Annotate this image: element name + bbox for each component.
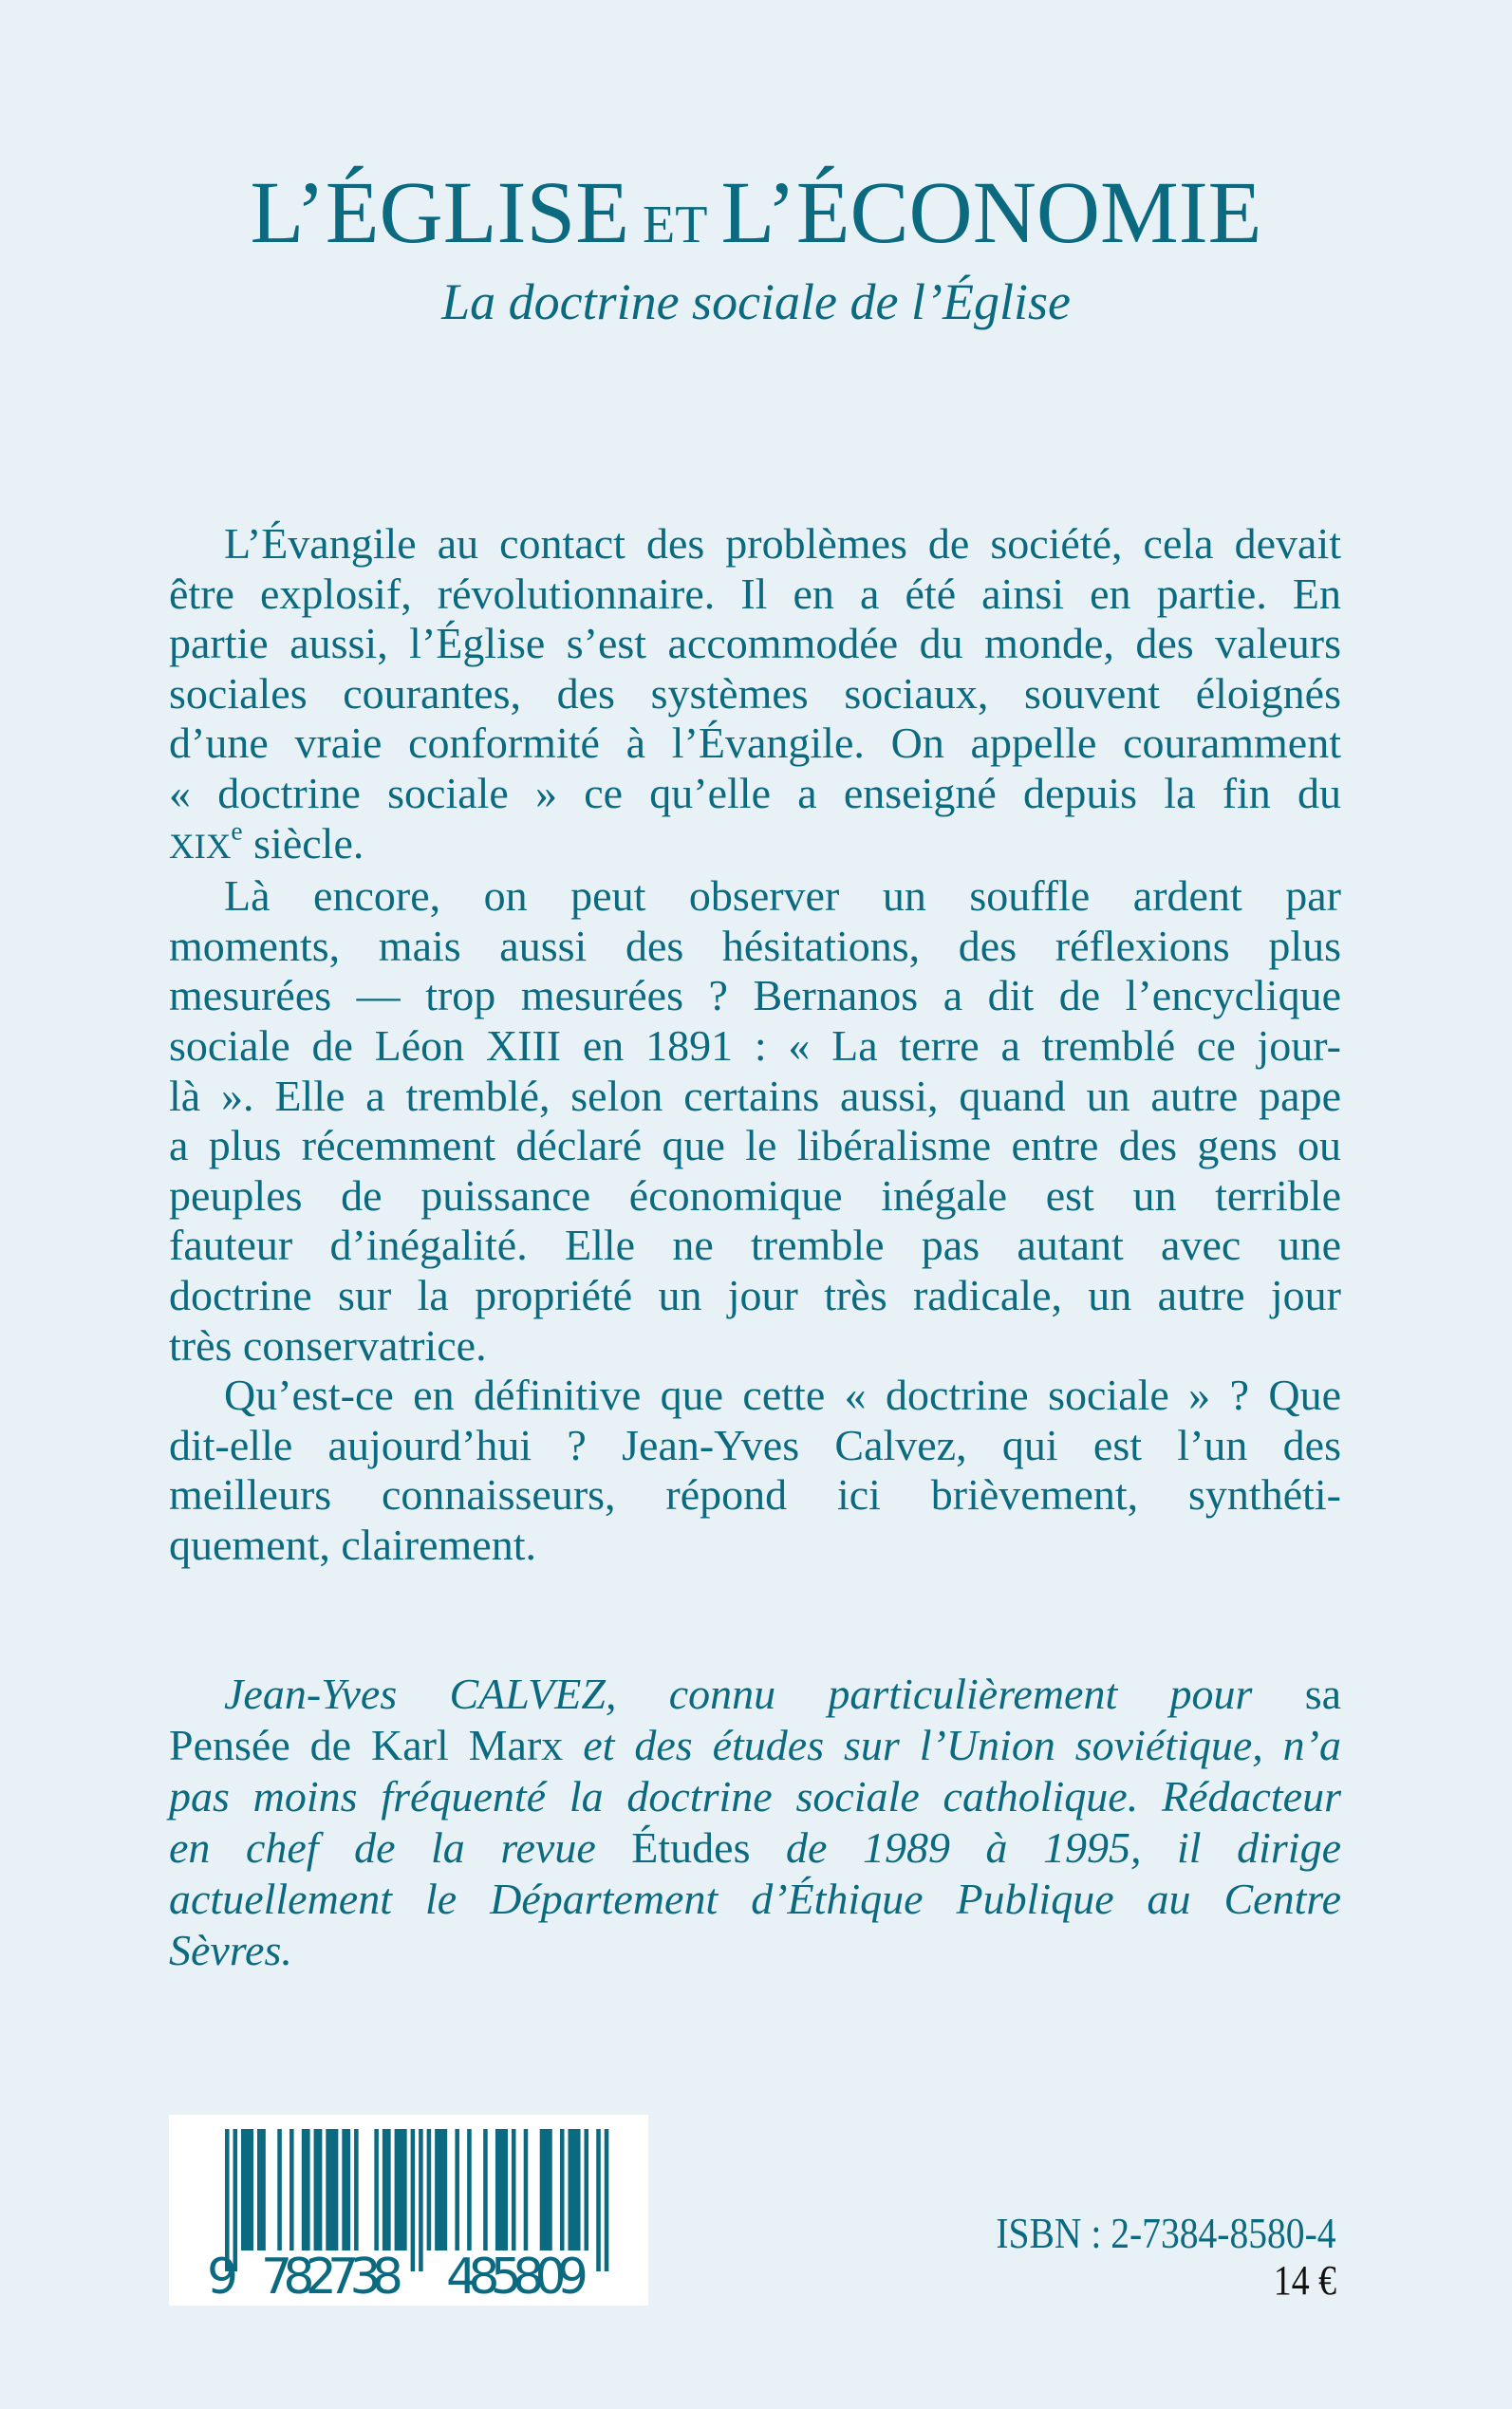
barcode-first-digit: 9 [207, 2249, 239, 2306]
blurb-line: a plus récemment déclaré que le libéralisme entre des gens ou [169, 1121, 1341, 1170]
price: 14 € [1273, 2257, 1336, 2304]
bio-line: Sèvres. [169, 1926, 292, 1974]
century-superscript: e [231, 815, 243, 846]
barcode-bar [402, 2129, 407, 2250]
blurb-line: meilleurs connaisseurs, répond ici brièvement, synthéti- [169, 1470, 1341, 1520]
barcode-bar [419, 2129, 423, 2271]
blurb-line: sociale de Léon XIII en 1891 : « La terre a tremblé ce jour- [169, 1020, 1341, 1070]
barcode-right-digits: 485809 [446, 2249, 588, 2306]
author-bio [169, 1669, 1341, 1976]
barcode-bar [346, 2129, 351, 2250]
blurb-line: très conservatrice. [169, 1320, 487, 1370]
blurb-line: fauteur d’inégalité. Elle ne tremble pas autant avec une [169, 1221, 1341, 1270]
barcode-bar [374, 2129, 379, 2250]
title-part-1: L’ÉGLISE [250, 164, 630, 262]
barcode-bar [576, 2129, 581, 2250]
blurb-line [169, 815, 1341, 872]
title-part-2: L’ÉCONOMIE [720, 164, 1262, 262]
blurb-line: partie aussi, l’Église s’est accommodée du monde, des valeurs [169, 619, 1341, 668]
blurb-line: être explosif, révolutionnaire. Il en a été ainsi en partie. En [169, 569, 1341, 618]
blurb-line: « doctrine sociale » ce qu’elle a enseigné depuis la fin du [169, 768, 1341, 817]
barcode-bar [245, 2129, 250, 2250]
barcode-bar [314, 2129, 319, 2250]
barcode-bar [241, 2129, 246, 2250]
barcode-bar [354, 2129, 359, 2250]
barcode-bar [411, 2129, 416, 2271]
barcode-bar [330, 2129, 335, 2250]
blurb-line: Là encore, on peut observer un souffle ardent par [224, 871, 1341, 921]
barcode-bar [540, 2129, 545, 2250]
blurb-line: là ». Elle a tremblé, selon certains aussi, quand un autre pape [169, 1071, 1341, 1120]
barcode-bar [257, 2129, 262, 2250]
barcode-bar [302, 2129, 307, 2250]
barcode-bar [455, 2129, 459, 2250]
journal-reference: Études [631, 1823, 751, 1872]
blurb-line: moments, mais aussi des hésitations, des réflexions plus [169, 921, 1341, 970]
barcode-bar [250, 2129, 254, 2250]
barcode-bar [503, 2129, 508, 2250]
barcode-bar [560, 2129, 565, 2250]
book-title [0, 161, 1512, 277]
bio-line: actuellement le Département d’Éthique Publique au Centre [169, 1875, 1341, 1923]
barcode-bar [435, 2129, 439, 2250]
barcode-bar [572, 2129, 577, 2250]
bio-line [169, 1720, 1341, 1771]
bio-line [169, 1822, 1341, 1874]
barcode-bar [512, 2129, 516, 2250]
barcode-bar [277, 2129, 282, 2250]
barcode-bar [326, 2129, 330, 2250]
barcode-bar [318, 2129, 323, 2250]
barcode-bar [395, 2129, 400, 2250]
title-connector: ET [643, 196, 708, 254]
blurb-line: peuples de puissance économique inégale est un terrible [169, 1170, 1341, 1220]
barcode-bar [568, 2129, 572, 2250]
barcode-bar [605, 2129, 609, 2271]
barcode-bar [439, 2129, 443, 2250]
blurb-line: d’une vraie conformité à l’Évangile. On appelle couramment [169, 719, 1341, 768]
blurb-line: sociales courantes, des systèmes sociaux, souvent éloignés [169, 668, 1341, 718]
blurb [169, 519, 1341, 1570]
blurb-line: Qu’est-ce en définitive que cette « doctrine sociale » ? Que [224, 1371, 1341, 1420]
blurb-line: quement, clairement. [169, 1520, 537, 1569]
barcode-bar [596, 2129, 601, 2271]
barcode-bar [261, 2129, 266, 2250]
barcode-bar [584, 2129, 588, 2250]
barcode-bar [427, 2129, 432, 2250]
barcode-bar [306, 2129, 310, 2250]
blurb-line: mesurées — trop mesurées ? Bernanos a dit de l’encyclique [169, 971, 1341, 1020]
blurb-line: dit-elle aujourd’hui ? Jean-Yves Calvez, qui est l’un des [169, 1420, 1341, 1469]
blurb-line: L’Évangile au contact des problèmes de société, cela devait [224, 519, 1341, 568]
barcode-bar [443, 2129, 448, 2250]
barcode-left-digits: 782738 [261, 2249, 403, 2306]
barcode-bar [544, 2129, 549, 2250]
bio-text: et des études sur l’Union soviétique, n’a [563, 1721, 1341, 1769]
bio-line: pas moins fréquenté la doctrine sociale catholique. Rédacteur [169, 1772, 1341, 1821]
barcode-bar [334, 2129, 339, 2250]
bio-line [169, 1669, 1341, 1720]
book-reference: Pensée de Karl Marx [169, 1721, 564, 1769]
barcode-bar [383, 2129, 387, 2250]
bio-text: sa [1304, 1670, 1342, 1718]
barcode-bar [548, 2129, 552, 2250]
barcode-bar [386, 2129, 391, 2250]
barcode-graphic [169, 2115, 648, 2306]
barcode-bar [399, 2129, 403, 2250]
barcode-bar [483, 2129, 488, 2250]
book-subtitle: La doctrine sociale de l’Église [441, 273, 1071, 330]
bio-text: Jean-Yves CALVEZ, connu particulièrement pour [224, 1670, 1253, 1718]
barcode-bar [495, 2129, 500, 2250]
blurb-line: doctrine sur la propriété un jour très radicale, un autre jour [169, 1270, 1341, 1319]
barcode-bar [524, 2129, 529, 2250]
bio-text: en chef de la revue [169, 1823, 632, 1872]
isbn-number: ISBN : 2-7384-8580-4 [996, 2209, 1336, 2257]
isbn-barcode [169, 2115, 648, 2306]
barcode-bar [342, 2129, 346, 2250]
blurb-text: siècle. [242, 818, 364, 868]
bio-text: de 1989 à 1995, il dirige [750, 1823, 1341, 1872]
barcode-bar [467, 2129, 472, 2250]
century-numeral: XIX [169, 826, 232, 866]
barcode-bar [289, 2129, 294, 2250]
barcode-bar [499, 2129, 504, 2250]
